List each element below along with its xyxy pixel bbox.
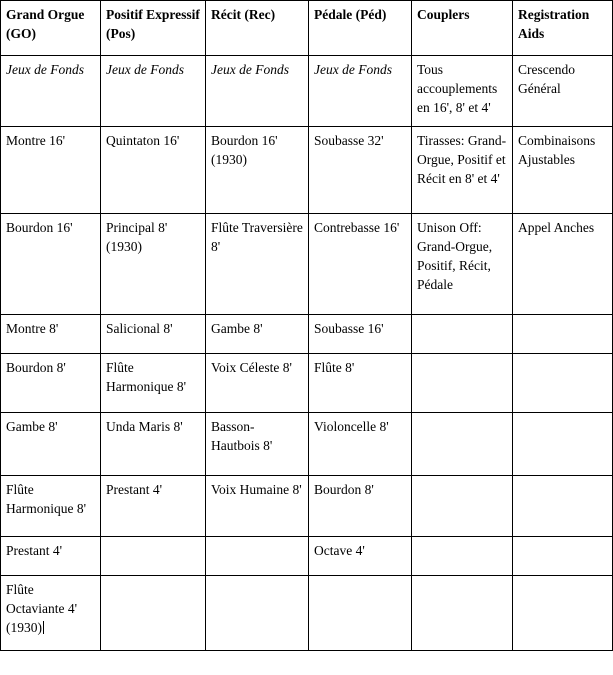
cell-section-rec: Jeux de Fonds (206, 56, 309, 127)
cell-empty (412, 315, 513, 354)
cell-empty (412, 537, 513, 576)
cell-empty (412, 413, 513, 476)
cell-go-flute-harmonique-8: Flûte Harmonique 8' (1, 476, 101, 537)
cell-pos-prestant-4: Prestant 4' (101, 476, 206, 537)
column-header-couplers: Couplers (412, 1, 513, 56)
table-row (1, 413, 613, 476)
table-row (1, 214, 613, 315)
cell-go-bourdon-16: Bourdon 16' (1, 214, 101, 315)
column-header-positif-expressif: Positif Expressif (Pos) (101, 1, 206, 56)
cell-rec-voix-celeste-8: Voix Céleste 8' (206, 354, 309, 413)
cell-empty (412, 576, 513, 651)
table-row (1, 476, 613, 537)
cell-empty (513, 354, 613, 413)
cell-couplers-unison-off: Unison Off: Grand-Orgue, Positif, Récit, Pédale (412, 214, 513, 315)
table-header-row (1, 1, 613, 56)
cell-section-go: Jeux de Fonds (1, 56, 101, 127)
table-row (1, 56, 613, 127)
cell-pos-unda-maris-8: Unda Maris 8' (101, 413, 206, 476)
table-row (1, 537, 613, 576)
cell-empty (206, 576, 309, 651)
table-header (1, 1, 613, 56)
cell-empty (513, 315, 613, 354)
cell-couplers-all: Tous accouplements en 16', 8' et 4' (412, 56, 513, 127)
cell-go-gambe-8: Gambe 8' (1, 413, 101, 476)
table-row (1, 354, 613, 413)
cell-empty (412, 476, 513, 537)
cell-ped-contrebasse-16: Contrebasse 16' (309, 214, 412, 315)
table-body (1, 56, 613, 651)
cell-section-pos: Jeux de Fonds (101, 56, 206, 127)
cell-aid-appel-anches: Appel Anches (513, 214, 613, 315)
cell-aid-combinaisons: Combinaisons Ajustables (513, 127, 613, 214)
cell-empty (513, 413, 613, 476)
table-row (1, 127, 613, 214)
cell-section-ped: Jeux de Fonds (309, 56, 412, 127)
column-header-pedale: Pédale (Péd) (309, 1, 412, 56)
cell-rec-voix-humaine-8: Voix Humaine 8' (206, 476, 309, 537)
cell-empty (101, 537, 206, 576)
column-header-registration-aids: Registration Aids (513, 1, 613, 56)
cell-ped-soubasse-32: Soubasse 32' (309, 127, 412, 214)
cell-go-montre-8: Montre 8' (1, 315, 101, 354)
cell-empty (412, 354, 513, 413)
table-row (1, 576, 613, 651)
cell-go-prestant-4: Prestant 4' (1, 537, 101, 576)
cell-text: Flûte Octaviante 4' (1930) (6, 582, 78, 636)
cell-pos-principal-8: Principal 8' (1930) (101, 214, 206, 315)
cell-rec-bourdon-16: Bourdon 16' (1930) (206, 127, 309, 214)
cell-empty (101, 576, 206, 651)
cell-ped-flute-8: Flûte 8' (309, 354, 412, 413)
cell-empty (513, 537, 613, 576)
cell-pos-quintaton-16: Quintaton 16' (101, 127, 206, 214)
cell-go-montre-16: Montre 16' (1, 127, 101, 214)
cell-pos-flute-harmonique-8: Flûte Harmonique 8' (101, 354, 206, 413)
cell-ped-bourdon-8: Bourdon 8' (309, 476, 412, 537)
column-header-grand-orgue: Grand Orgue (GO) (1, 1, 101, 56)
cell-go-flute-octaviante-4 (1, 576, 101, 651)
cell-empty (513, 476, 613, 537)
cell-rec-basson-hautbois-8: Basson-Hautbois 8' (206, 413, 309, 476)
cell-go-bourdon-8: Bourdon 8' (1, 354, 101, 413)
column-header-recit: Récit (Rec) (206, 1, 309, 56)
cell-empty (309, 576, 412, 651)
cell-rec-gambe-8: Gambe 8' (206, 315, 309, 354)
cell-aid-crescendo: Crescendo Général (513, 56, 613, 127)
cell-couplers-tirasses: Tirasses: Grand-Orgue, Positif et Récit en 8' et 4' (412, 127, 513, 214)
cell-empty (206, 537, 309, 576)
cell-empty (513, 576, 613, 651)
cell-pos-salicional-8: Salicional 8' (101, 315, 206, 354)
cell-ped-soubasse-16: Soubasse 16' (309, 315, 412, 354)
text-cursor (43, 621, 44, 634)
cell-rec-flute-traversiere-8: Flûte Traversière 8' (206, 214, 309, 315)
cell-ped-violoncelle-8: Violoncelle 8' (309, 413, 412, 476)
cell-ped-octave-4: Octave 4' (309, 537, 412, 576)
table-row (1, 315, 613, 354)
